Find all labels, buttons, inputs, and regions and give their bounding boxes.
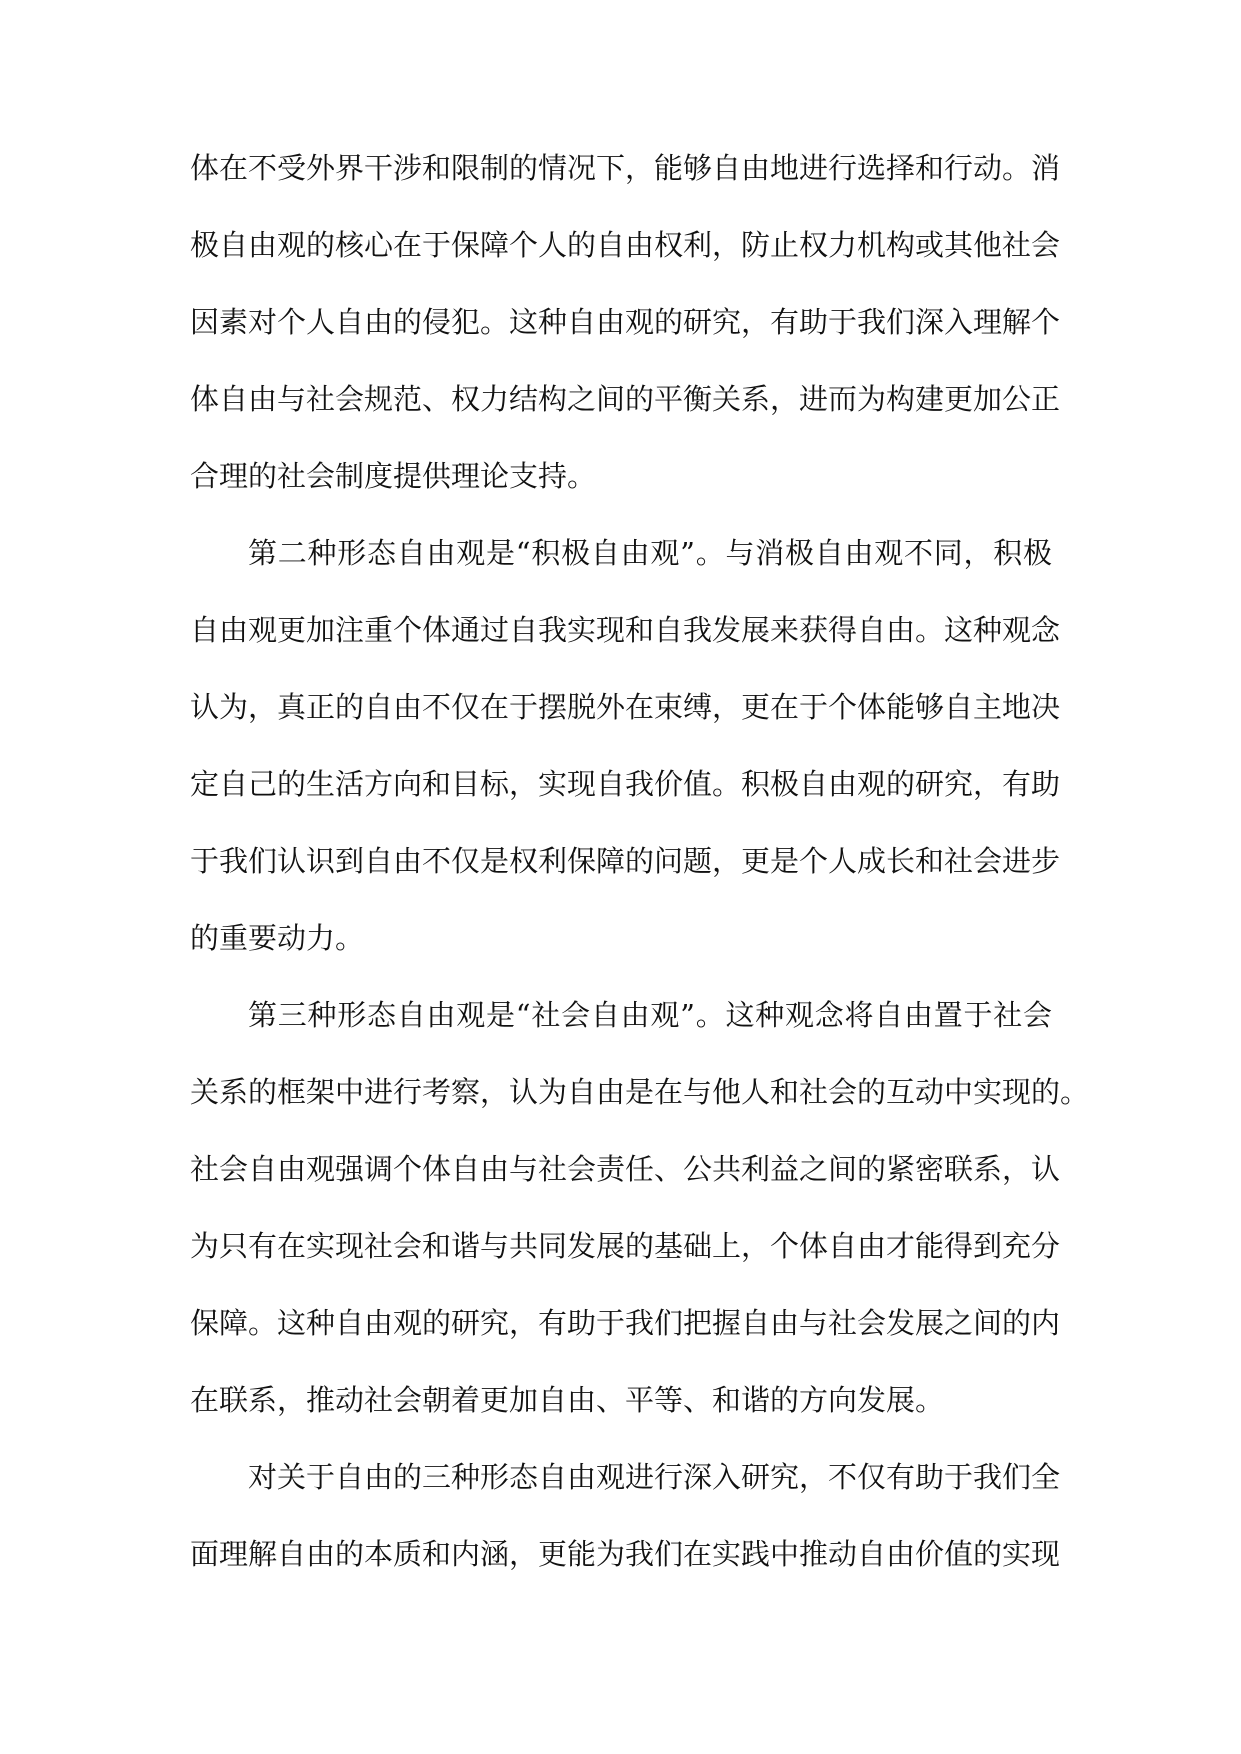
paragraph-negative-freedom — [190, 151, 1061, 493]
paragraph-line: 认为，真正的自由不仅在于摆脱外在束缚，更在于个体能够自主地决 — [190, 690, 1061, 724]
paragraph-line: 保障。这种自由观的研究，有助于我们把握自由与社会发展之间的内 — [190, 1306, 1061, 1340]
paragraph-line: 社会自由观强调个体自由与社会责任、公共利益之间的紧密联系，认 — [190, 1152, 1061, 1186]
paragraph-positive-freedom — [190, 536, 1061, 955]
paragraph-line: 在联系，推动社会朝着更加自由、平等、和谐的方向发展。 — [190, 1383, 945, 1417]
paragraph-line: 合理的社会制度提供理论支持。 — [190, 459, 597, 493]
document-body — [190, 151, 1090, 1617]
paragraph-social-freedom — [190, 998, 1090, 1417]
paragraph-line: 第三种形态自由观是“社会自由观”。这种观念将自由置于社会 — [248, 998, 1052, 1032]
paragraph-line: 定自己的生活方向和目标，实现自我价值。积极自由观的研究，有助 — [190, 767, 1061, 801]
paragraph-line: 关系的框架中进行考察，认为自由是在与他人和社会的互动中实现的。 — [190, 1075, 1090, 1109]
paragraph-line: 的重要动力。 — [190, 921, 365, 955]
paragraph-line: 为只有在实现社会和谐与共同发展的基础上，个体自由才能得到充分 — [190, 1229, 1061, 1263]
paragraph-conclusion — [190, 1460, 1061, 1571]
paragraph-line: 于我们认识到自由不仅是权利保障的问题，更是个人成长和社会进步 — [190, 844, 1061, 878]
paragraph-line: 因素对个人自由的侵犯。这种自由观的研究，有助于我们深入理解个 — [190, 305, 1061, 339]
paragraph-line: 体自由与社会规范、权力结构之间的平衡关系，进而为构建更加公正 — [190, 382, 1061, 416]
paragraph-line: 自由观更加注重个体通过自我实现和自我发展来获得自由。这种观念 — [190, 613, 1061, 647]
paragraph-line: 第二种形态自由观是“积极自由观”。与消极自由观不同，积极 — [248, 536, 1052, 570]
paragraph-line: 对关于自由的三种形态自由观进行深入研究，不仅有助于我们全 — [248, 1460, 1061, 1494]
paragraph-line: 面理解自由的本质和内涵，更能为我们在实践中推动自由价值的实现 — [190, 1537, 1061, 1571]
paragraph-line: 极自由观的核心在于保障个人的自由权利，防止权力机构或其他社会 — [190, 228, 1061, 262]
paragraph-line: 体在不受外界干涉和限制的情况下，能够自由地进行选择和行动。消 — [190, 151, 1061, 185]
